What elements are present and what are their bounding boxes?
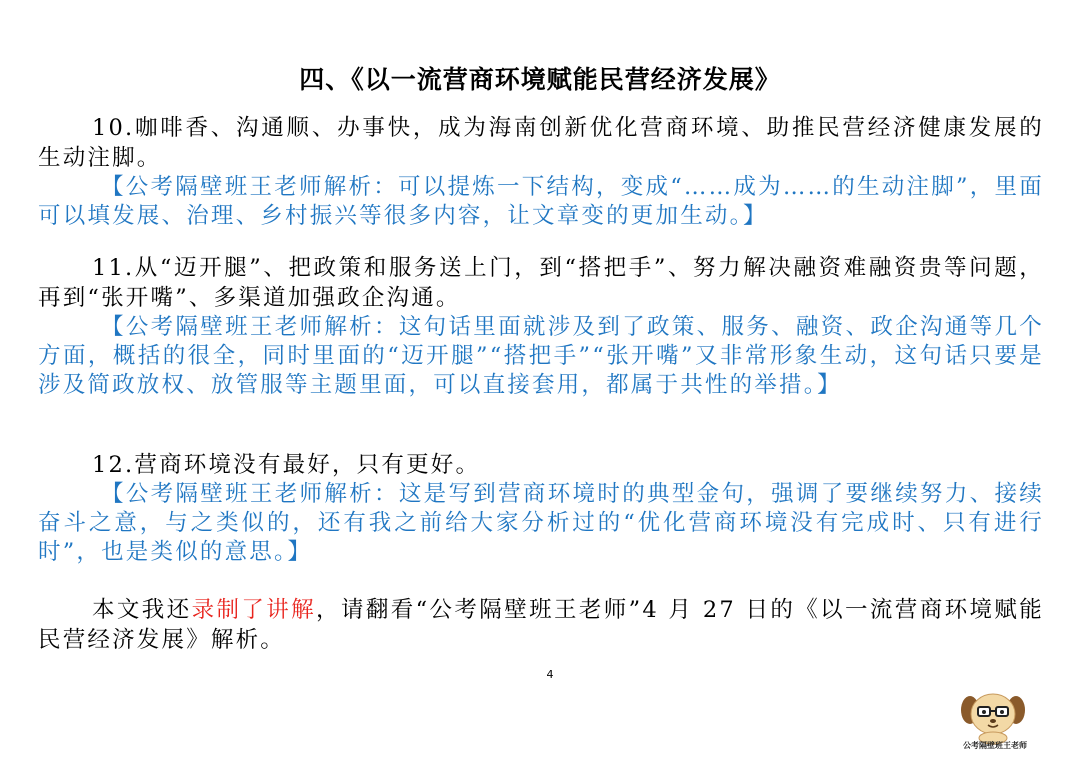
item-note: 【公考隔壁班王老师解析：这是写到营商环境时的典型金句，强调了要继续努力、接续奋斗之意，与之类似的，还有我之前给大家分析过的“优化营商环境没有完成时、只有进行时”，也是类似的意思。】 — [38, 481, 1044, 565]
item-12 — [38, 450, 1044, 567]
closing-paragraph — [38, 595, 1044, 655]
closing-highlight: 录制了讲解 — [191, 597, 317, 623]
page-number: 4 — [546, 668, 554, 681]
item-10 — [38, 113, 1044, 231]
closing-text — [38, 595, 1044, 655]
item-text: 12.营商环境没有最好，只有更好。 — [92, 452, 481, 478]
item-text: 10.咖啡香、沟通顺、办事快，成为海南创新优化营商环境、助推民营经济健康发展的生动注脚。 — [38, 115, 1044, 171]
closing-after: ，请翻看“公考隔壁班王老师”4 月 27 日的《以一流营商环境赋能民营经济发展》解析。 — [38, 597, 1044, 653]
item-note: 【公考隔壁班王老师解析：这句话里面就涉及到了政策、服务、融资、政企沟通等几个方面，概括的很全，同时里面的“迈开腿”“搭把手”“张开嘴”又非常形象生动，这句话只要是涉及简政放权、放管服等主题里面，可以直接套用，都属于共性的举措。】 — [38, 314, 1044, 398]
item-text: 11.从“迈开腿”、把政策和服务送上门，到“搭把手”、努力解决融资难融资贵等问题，再到“张开嘴”、多渠道加强政企沟通。 — [38, 255, 1044, 311]
logo-caption: 公考隔壁班王老师 — [963, 741, 1027, 750]
section-title: 四、《以一流营商环境赋能民营经济发展》 — [299, 65, 781, 94]
item-note: 【公考隔壁班王老师解析：可以提炼一下结构，变成“……成为……的生动注脚”，里面可以填发展、治理、乡村振兴等很多内容，让文章变的更加生动。】 — [38, 174, 1044, 229]
closing-before: 本文我还 — [92, 597, 192, 623]
item-11 — [38, 253, 1044, 400]
